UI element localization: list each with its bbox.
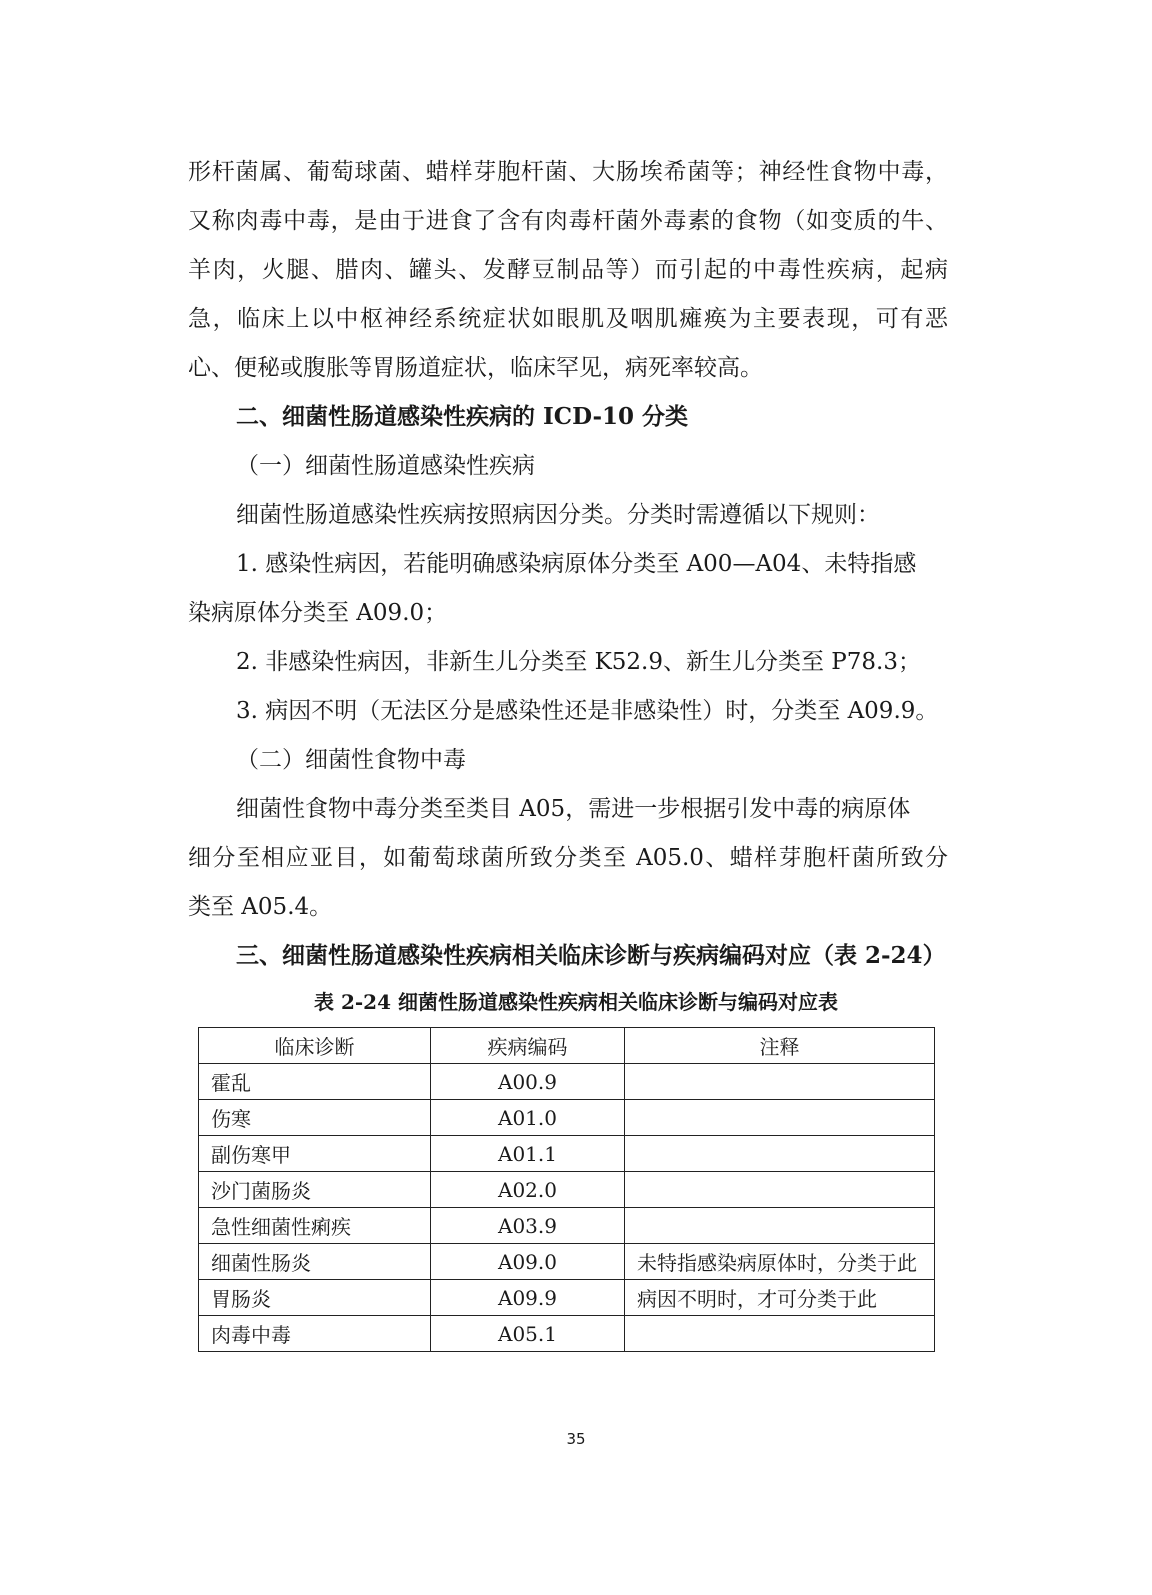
rule-item-continuation: 染病原体分类至 A09.0； (188, 600, 448, 626)
icd-mapping-table (198, 1027, 935, 1352)
section-heading: 三、细菌性肠道感染性疾病相关临床诊断与疾病编码对应（表 2-24） (236, 942, 946, 969)
note-cell: 未特指感染病原体时，分类于此 (625, 1244, 935, 1280)
note-cell: 病因不明时，才可分类于此 (625, 1280, 935, 1316)
table-row (199, 1064, 935, 1100)
diagnosis-cell: 急性细菌性痢疾 (199, 1208, 431, 1244)
text-line: 细菌性肠道感染性疾病按照病因分类。分类时需遵循以下规则： (236, 502, 880, 528)
code-cell: A02.0 (431, 1172, 625, 1208)
diagnosis-cell: 沙门菌肠炎 (199, 1172, 431, 1208)
note-cell (625, 1136, 935, 1172)
code-cell: A03.9 (431, 1208, 625, 1244)
note-cell (625, 1064, 935, 1100)
code-cell: A00.9 (431, 1064, 625, 1100)
text-line: 形杆菌属、葡萄球菌、蜡样芽胞杆菌、大肠埃希菌等；神经性食物中毒， (188, 159, 948, 185)
diagnosis-cell: 胃肠炎 (199, 1280, 431, 1316)
rule-item: 2. 非感染性病因，非新生儿分类至 K52.9、新生儿分类至 P78.3； (236, 649, 921, 675)
code-cell: A05.1 (431, 1316, 625, 1352)
text-line: 急，临床上以中枢神经系统症状如眼肌及咽肌瘫痪为主要表现，可有恶 (188, 306, 948, 332)
table-header-row (199, 1028, 935, 1064)
text-line: 羊肉，火腿、腊肉、罐头、发酵豆制品等）而引起的中毒性疾病，起病 (188, 257, 948, 283)
table-row (199, 1100, 935, 1136)
rule-item: 3. 病因不明（无法区分是感染性还是非感染性）时，分类至 A09.9。 (236, 698, 939, 724)
table-row (199, 1316, 935, 1352)
subsection-heading: （一）细菌性肠道感染性疾病 (236, 453, 535, 479)
table-row (199, 1172, 935, 1208)
code-cell: A01.0 (431, 1100, 625, 1136)
diagnosis-cell: 伤寒 (199, 1100, 431, 1136)
note-cell (625, 1316, 935, 1352)
table-row (199, 1280, 935, 1316)
rule-item: 1. 感染性病因，若能明确感染病原体分类至 A00—A04、未特指感 (236, 551, 917, 577)
diagnosis-cell: 副伤寒甲 (199, 1136, 431, 1172)
table-row (199, 1136, 935, 1172)
text-line: 细分至相应亚目，如葡萄球菌所致分类至 A05.0、蜡样芽胞杆菌所致分 (188, 845, 948, 871)
column-header: 临床诊断 (199, 1028, 431, 1064)
table-row (199, 1244, 935, 1280)
page-number: 35 (566, 1430, 586, 1448)
note-cell (625, 1100, 935, 1136)
section-heading: 二、细菌性肠道感染性疾病的 ICD-10 分类 (236, 403, 689, 430)
column-header: 注释 (625, 1028, 935, 1064)
text-line: 心、便秘或腹胀等胃肠道症状，临床罕见，病死率较高。 (188, 355, 763, 381)
note-cell (625, 1172, 935, 1208)
code-cell: A09.9 (431, 1280, 625, 1316)
diagnosis-cell: 肉毒中毒 (199, 1316, 431, 1352)
table-caption: 表 2-24 细菌性肠道感染性疾病相关临床诊断与编码对应表 (314, 990, 838, 1014)
column-header: 疾病编码 (431, 1028, 625, 1064)
code-cell: A09.0 (431, 1244, 625, 1280)
table-row (199, 1208, 935, 1244)
text-line: 又称肉毒中毒，是由于进食了含有肉毒杆菌外毒素的食物（如变质的牛、 (188, 208, 948, 234)
code-cell: A01.1 (431, 1136, 625, 1172)
subsection-heading: （二）细菌性食物中毒 (236, 747, 466, 773)
diagnosis-cell: 细菌性肠炎 (199, 1244, 431, 1280)
text-line: 细菌性食物中毒分类至类目 A05，需进一步根据引发中毒的病原体 (236, 796, 911, 822)
diagnosis-cell: 霍乱 (199, 1064, 431, 1100)
note-cell (625, 1208, 935, 1244)
text-line: 类至 A05.4。 (188, 894, 333, 920)
